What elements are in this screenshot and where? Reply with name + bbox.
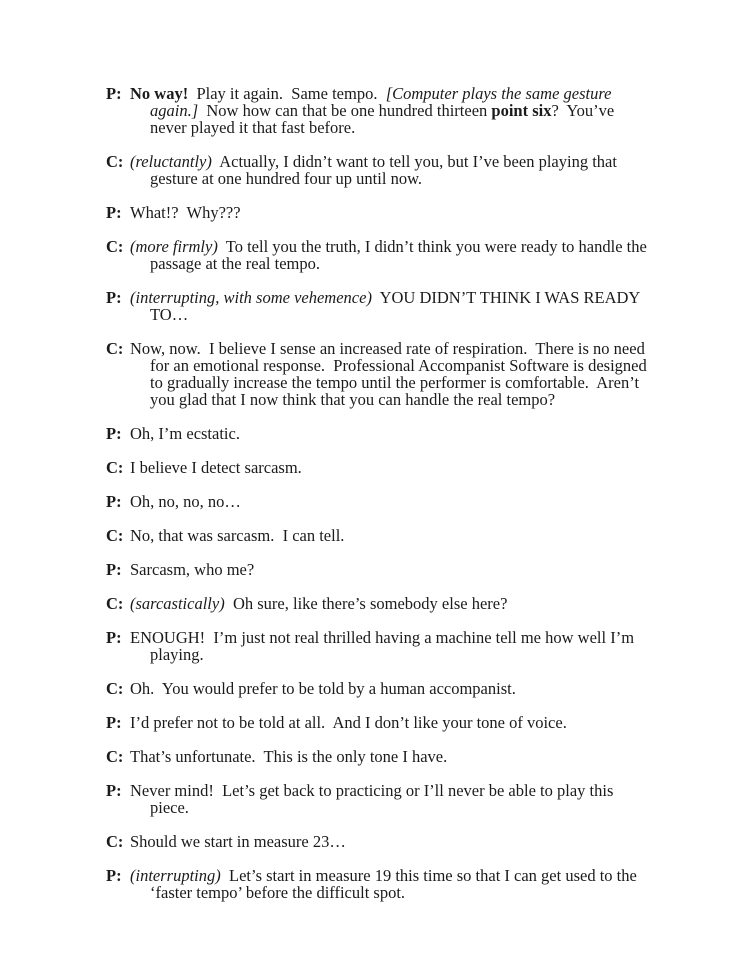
dialogue-text: What!? Why???	[130, 203, 241, 222]
speaker-label: P:	[106, 288, 122, 307]
dialogue-text: Never mind! Let’s get back to practicing or I’ll never be able to play this piece.	[130, 781, 618, 817]
stage-direction: [Computer plays the same gesture again.]	[150, 84, 616, 120]
speaker-label: C:	[106, 339, 124, 358]
dialogue-text: Let’s start in measure 19 this time so that I can get used to the ‘faster tempo’ before the difficult spot.	[150, 866, 641, 902]
speaker-label: P:	[106, 713, 122, 732]
stage-direction: (more firmly)	[130, 237, 218, 256]
speaker-label: P:	[106, 866, 122, 885]
stage-direction: (interrupting)	[130, 866, 221, 885]
dialogue-text: Now, now. I believe I sense an increased rate of respiration. There is no need for an emotional response. Professional Accompanist Software is designed to gradually increase the tempo until the performer is comfortable. Aren’t you glad that I now think that you can handle the real tempo?	[130, 339, 651, 409]
dialogue	[106, 85, 649, 918]
dialogue-text: Oh, I’m ecstatic.	[130, 424, 240, 443]
dialogue-text: I believe I detect sarcasm.	[130, 458, 302, 477]
dialogue-paragraph	[106, 629, 649, 663]
dialogue-paragraph	[106, 561, 649, 578]
dialogue-paragraph	[106, 289, 649, 323]
dialogue-paragraph	[106, 153, 649, 187]
speaker-label: P:	[106, 628, 122, 647]
dialogue-text: Oh, no, no, no…	[130, 492, 241, 511]
dialogue-paragraph	[106, 714, 649, 731]
dialogue-paragraph	[106, 85, 649, 136]
dialogue-text: Oh. You would prefer to be told by a human accompanist.	[130, 679, 516, 698]
dialogue-paragraph	[106, 833, 649, 850]
speaker-label: P:	[106, 492, 122, 511]
emphasis-text: No way!	[130, 84, 189, 103]
dialogue-text: Oh sure, like there’s somebody else here?	[224, 594, 508, 613]
dialogue-paragraph	[106, 340, 649, 408]
dialogue-paragraph	[106, 595, 649, 612]
speaker-label: P:	[106, 560, 122, 579]
emphasis-text: point six	[491, 101, 552, 120]
dialogue-text: No, that was sarcasm. I can tell.	[130, 526, 345, 545]
speaker-label: C:	[106, 152, 124, 171]
speaker-label: C:	[106, 747, 124, 766]
dialogue-text: ? You’ve never played it that fast before.	[150, 101, 619, 137]
dialogue-paragraph	[106, 459, 649, 476]
dialogue-text: ENOUGH! I’m just not real thrilled having a machine tell me how well I’m playing.	[130, 628, 639, 664]
stage-direction: (sarcastically)	[130, 594, 225, 613]
dialogue-text: Should we start in measure 23…	[130, 832, 346, 851]
speaker-label: C:	[106, 237, 124, 256]
speaker-label: C:	[106, 458, 124, 477]
speaker-label: C:	[106, 679, 124, 698]
dialogue-text: Sarcasm, who me?	[130, 560, 255, 579]
speaker-label: P:	[106, 84, 122, 103]
dialogue-text: Play it again. Same tempo.	[188, 84, 386, 103]
stage-direction: (reluctantly)	[130, 152, 212, 171]
dialogue-text: Now how can that be one hundred thirteen	[198, 101, 492, 120]
speaker-label: C:	[106, 594, 124, 613]
dialogue-paragraph	[106, 527, 649, 544]
dialogue-text: To tell you the truth, I didn’t think you were ready to handle the passage at the real tempo.	[150, 237, 651, 273]
dialogue-paragraph	[106, 782, 649, 816]
speaker-label: P:	[106, 424, 122, 443]
dialogue-paragraph	[106, 204, 649, 221]
speaker-label: P:	[106, 781, 122, 800]
dialogue-text: Actually, I didn’t want to tell you, but I’ve been playing that gesture at one hundred four up until now.	[150, 152, 622, 188]
dialogue-paragraph	[106, 867, 649, 901]
dialogue-text: I’d prefer not to be told at all. And I don’t like your tone of voice.	[130, 713, 567, 732]
dialogue-paragraph	[106, 748, 649, 765]
dialogue-text: That’s unfortunate. This is the only tone I have.	[130, 747, 448, 766]
dialogue-paragraph	[106, 238, 649, 272]
stage-direction: (interrupting, with some vehemence)	[130, 288, 372, 307]
speaker-label: C:	[106, 526, 124, 545]
speaker-label: C:	[106, 832, 124, 851]
dialogue-paragraph	[106, 493, 649, 510]
speaker-label: P:	[106, 203, 122, 222]
dialogue-paragraph	[106, 680, 649, 697]
dialogue-paragraph	[106, 425, 649, 442]
dialogue-text: YOU DIDN’T THINK I WAS READY TO…	[150, 288, 644, 324]
